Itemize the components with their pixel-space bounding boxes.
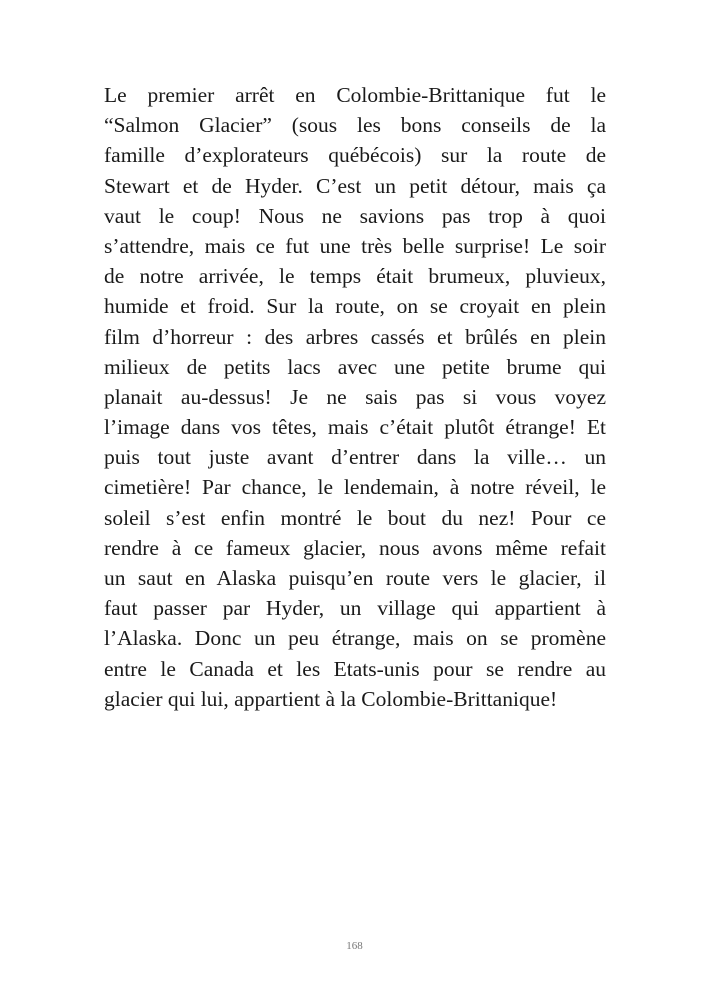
text-line: un saut en Alaska puisqu’en route vers le glacier, il	[104, 566, 606, 590]
page-number: 168	[346, 940, 363, 952]
text-line: humide et froid. Sur la route, on se croyait en plein	[104, 294, 606, 319]
text-line: puis tout juste avant d’entrer dans la ville… un	[104, 445, 606, 470]
text-line: l’Alaska. Donc un peu étrange, mais on se promène	[104, 626, 606, 651]
text-line: famille d’explorateurs québécois) sur la route de	[104, 143, 606, 168]
text-line: vaut le coup! Nous ne savions pas trop à quoi	[104, 203, 606, 228]
text-line: entre le Canada et les Etats-unis pour se rendre au	[104, 656, 606, 681]
text-line: de notre arrivée, le temps était brumeux, pluvieux,	[104, 264, 606, 289]
text-line: soleil s’est enfin montré le bout du nez! Pour ce	[104, 505, 606, 530]
text-line: s’attendre, mais ce fut une très belle surprise! Le soir	[104, 233, 606, 258]
text-line: l’image dans vos têtes, mais c’était plutôt étrange! Et	[104, 415, 606, 440]
text-line: faut passer par Hyder, un village qui appartient à	[104, 596, 606, 621]
text-line: planait au-dessus! Je ne sais pas si vous voyez	[104, 384, 606, 409]
text-line: Stewart et de Hyder. C’est un petit détour, mais ça	[104, 173, 606, 198]
text-line: “Salmon Glacier” (sous les bons conseils de la	[104, 113, 606, 138]
text-line: cimetière! Par chance, le lendemain, à notre réveil, le	[104, 475, 606, 500]
text-line-last: glacier qui lui, appartient à la Colombie-Brittanique!	[104, 686, 558, 711]
body-paragraph	[104, 80, 606, 714]
text-line: film d’horreur : des arbres cassés et brûlés en plein	[104, 324, 606, 349]
text-line: Le premier arrêt en Colombie-Brittanique fut le	[104, 83, 606, 107]
text-line: rendre à ce fameux glacier, nous avons même refait	[104, 535, 606, 560]
text-line: milieux de petits lacs avec une petite brume qui	[104, 354, 606, 379]
